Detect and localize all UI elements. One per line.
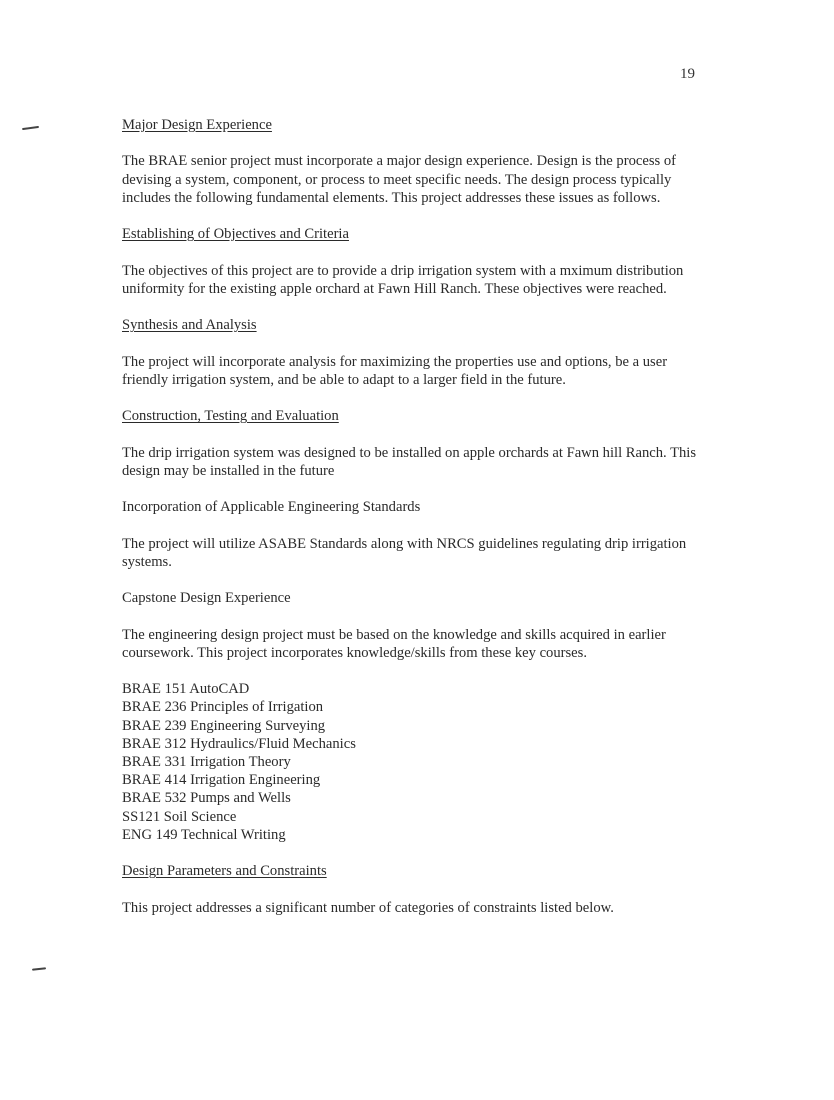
pen-mark bbox=[32, 967, 46, 970]
section-heading-parameters: Design Parameters and Constraints bbox=[122, 863, 327, 880]
section-heading-synthesis: Synthesis and Analysis bbox=[122, 317, 257, 334]
section-heading-objectives: Establishing of Objectives and Criteria bbox=[122, 226, 349, 243]
course-item: BRAE 312 Hydraulics/Fluid Mechanics bbox=[122, 735, 356, 752]
course-item: BRAE 151 AutoCAD bbox=[122, 681, 250, 698]
course-item: BRAE 331 Irrigation Theory bbox=[122, 753, 291, 770]
paragraph-standards: The project will utilize ASABE Standards along with NRCS guidelines regulating drip irrigation systems. bbox=[122, 535, 687, 570]
section-heading-capstone: Capstone Design Experience bbox=[122, 590, 291, 607]
paragraph-capstone: The engineering design project must be based on the knowledge and skills acquired in earlier coursework. This project incorporates knowledge/skills from these key courses. bbox=[122, 626, 666, 661]
paragraph-parameters: This project addresses a significant number of categories of constraints listed below. bbox=[122, 899, 614, 916]
page-number: 19 bbox=[680, 66, 695, 82]
course-item: BRAE 236 Principles of Irrigation bbox=[122, 699, 324, 716]
course-list bbox=[122, 680, 702, 844]
course-item: BRAE 532 Pumps and Wells bbox=[122, 790, 291, 807]
section-heading-construction: Construction, Testing and Evaluation bbox=[122, 408, 339, 425]
section-heading-major-design: Major Design Experience bbox=[122, 117, 272, 133]
course-item: SS121 Soil Science bbox=[122, 808, 237, 825]
section-heading-standards: Incorporation of Applicable Engineering Standards bbox=[122, 499, 421, 516]
paragraph-construction: The drip irrigation system was designed to be installed on apple orchards at Fawn hill Ranch. This design may be installed in the future bbox=[122, 444, 697, 479]
pen-mark bbox=[22, 126, 39, 130]
course-item: ENG 149 Technical Writing bbox=[122, 826, 286, 843]
course-item: BRAE 239 Engineering Surveying bbox=[122, 717, 326, 734]
paragraph-major-design: The BRAE senior project must incorporate a major design experience. Design is the process of devising a system, component, or process to meet specific needs. The design process typically includes the following fundamental elements. This project addresses these issues as follows. bbox=[122, 153, 676, 206]
course-item: BRAE 414 Irrigation Engineering bbox=[122, 772, 321, 789]
paragraph-objectives: The objectives of this project are to provide a drip irrigation system with a mximum distribution uniformity for the existing apple orchard at Fawn Hill Ranch. These objectives were reached. bbox=[122, 262, 684, 297]
document-body bbox=[122, 116, 702, 935]
paragraph-synthesis: The project will incorporate analysis for maximizing the properties use and options, be a user friendly irrigation system, and be able to adapt to a larger field in the future. bbox=[122, 353, 668, 388]
